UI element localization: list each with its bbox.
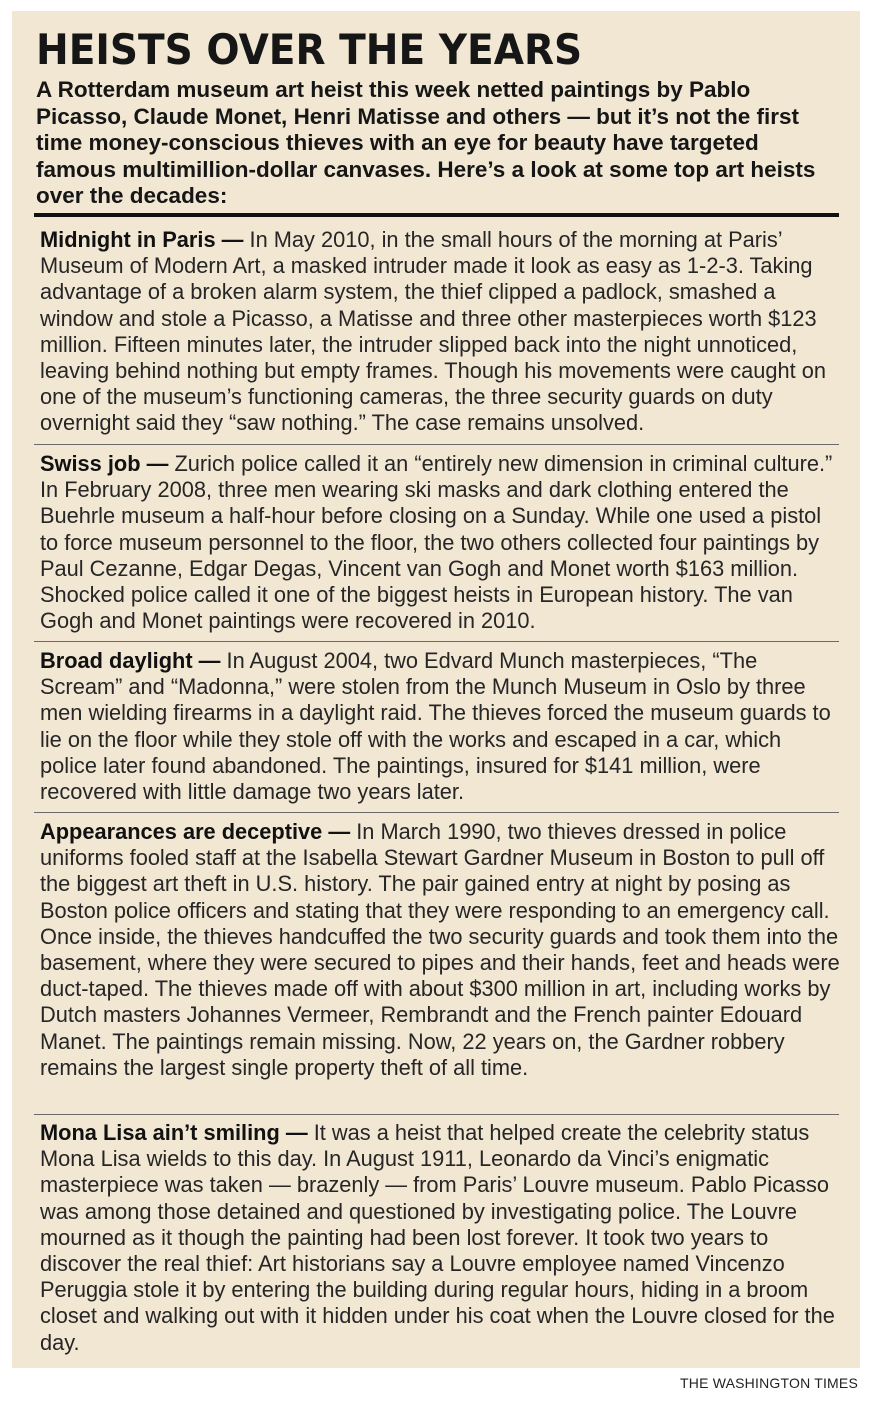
- entry-dash: —: [140, 451, 175, 476]
- heist-entry-broad-daylight: [40, 648, 840, 805]
- entry-heading: Midnight in Paris: [40, 227, 216, 252]
- entry-body: In May 2010, in the small hours of the morning at Paris’ Museum of Modern Art, a masked intruder made it look as easy as 1-2-3. Taking advantage of a broken alarm system, the thief clipped a padlock, smashed a window and stole a Picasso, a Matisse and three other masterpieces worth $123 million. Fifteen minutes later, the intruder slipped back into the night unnoticed, leaving behind nothing but empty frames. Though his movements were caught on one of the museum’s functioning cameras, the three security guards on duty overnight said they “saw nothing.” The case remains unsolved.: [40, 227, 826, 436]
- entry-heading: Appearances are deceptive: [40, 819, 323, 844]
- entry-dash: —: [322, 819, 357, 844]
- entry-heading: Mona Lisa ain’t smiling: [40, 1120, 280, 1145]
- entry-divider: [34, 641, 839, 642]
- entry-body: In August 2004, two Edvard Munch masterpieces, “The Scream” and “Madonna,” were stolen from the Munch Museum in Oslo by three men wielding firearms in a daylight raid. The thieves forced the museum guards to lie on the floor while they stole off with the works and escaped in a car, which police later found abandoned. The paintings, insured for $141 million, were recovered with little damage two years later.: [40, 648, 831, 805]
- entry-divider: [34, 444, 839, 445]
- heist-entry-swiss-job: [40, 451, 840, 634]
- entry-heading: Broad daylight: [40, 648, 193, 673]
- entry-body: In March 1990, two thieves dressed in police uniforms fooled staff at the Isabella Stewart Gardner Museum in Boston to pull off the biggest art theft in U.S. history. The pair gained entry at night by posing as Boston police officers and stating that they were responding to an emergency call. Once inside, the thieves handcuffed the two security guards and took them into the basement, where they were secured to pipes and their hands, feet and heads were duct-taped. The thieves made off with about $300 million in art, including works by Dutch masters Johannes Vermeer, Rembrandt and the French painter Edouard Manet. The paintings remain missing. Now, 22 years on, the Gardner robbery remains the largest single property theft of all time.: [40, 819, 840, 1080]
- heist-entry-midnight-in-paris: [40, 227, 840, 437]
- page-title: HEISTS OVER THE YEARS: [36, 25, 583, 74]
- title-divider: [34, 213, 839, 217]
- entry-divider: [34, 812, 839, 813]
- entry-divider: [34, 1114, 839, 1115]
- heist-entry-mona-lisa: [40, 1120, 840, 1356]
- entry-body: Zurich police called it an “entirely new dimension in criminal culture.” In February 2008, three men wearing ski masks and dark clothing entered the Buehrle museum a half-hour before closing on a Sunday. While one used a pistol to force museum personnel to the floor, the two others collected four paintings by Paul Cezanne, Edgar Degas, Vincent van Gogh and Monet worth $163 million. Shocked police called it one of the biggest heists in European history. The van Gogh and Monet paintings were recovered in 2010.: [40, 451, 833, 634]
- heist-entry-appearances-are-deceptive: [40, 819, 840, 1081]
- entry-dash: —: [279, 1120, 314, 1145]
- entry-dash: —: [192, 648, 227, 673]
- entry-body: It was a heist that helped create the celebrity status Mona Lisa wields to this day. In August 1911, Leonardo da Vinci’s enigmatic masterpiece was taken — brazenly — from Paris’ Louvre museum. Pablo Picasso was among those detained and questioned by investigating police. The Louvre mourned as it though the painting had been lost forever. It took two years to discover the real thief: Art historians say a Louvre employee named Vincenzo Peruggia stole it by entering the building during regular hours, hiding in a broom closet and walking out with it hidden under his coat when the Louvre closed for the day.: [40, 1120, 835, 1355]
- intro-paragraph: A Rotterdam museum art heist this week netted paintings by Pablo Picasso, Claude Monet, Henri Matisse and others — but it’s not the first time money-conscious thieves with an eye for beauty have targeted famous multimillion-dollar canvases. Here’s a look at some top art heists over the decades:: [36, 77, 816, 208]
- infographic-panel: [12, 11, 860, 1368]
- source-credit: THE WASHINGTON TIMES: [680, 1375, 858, 1391]
- entry-heading: Swiss job: [40, 451, 141, 476]
- entry-dash: —: [215, 227, 250, 252]
